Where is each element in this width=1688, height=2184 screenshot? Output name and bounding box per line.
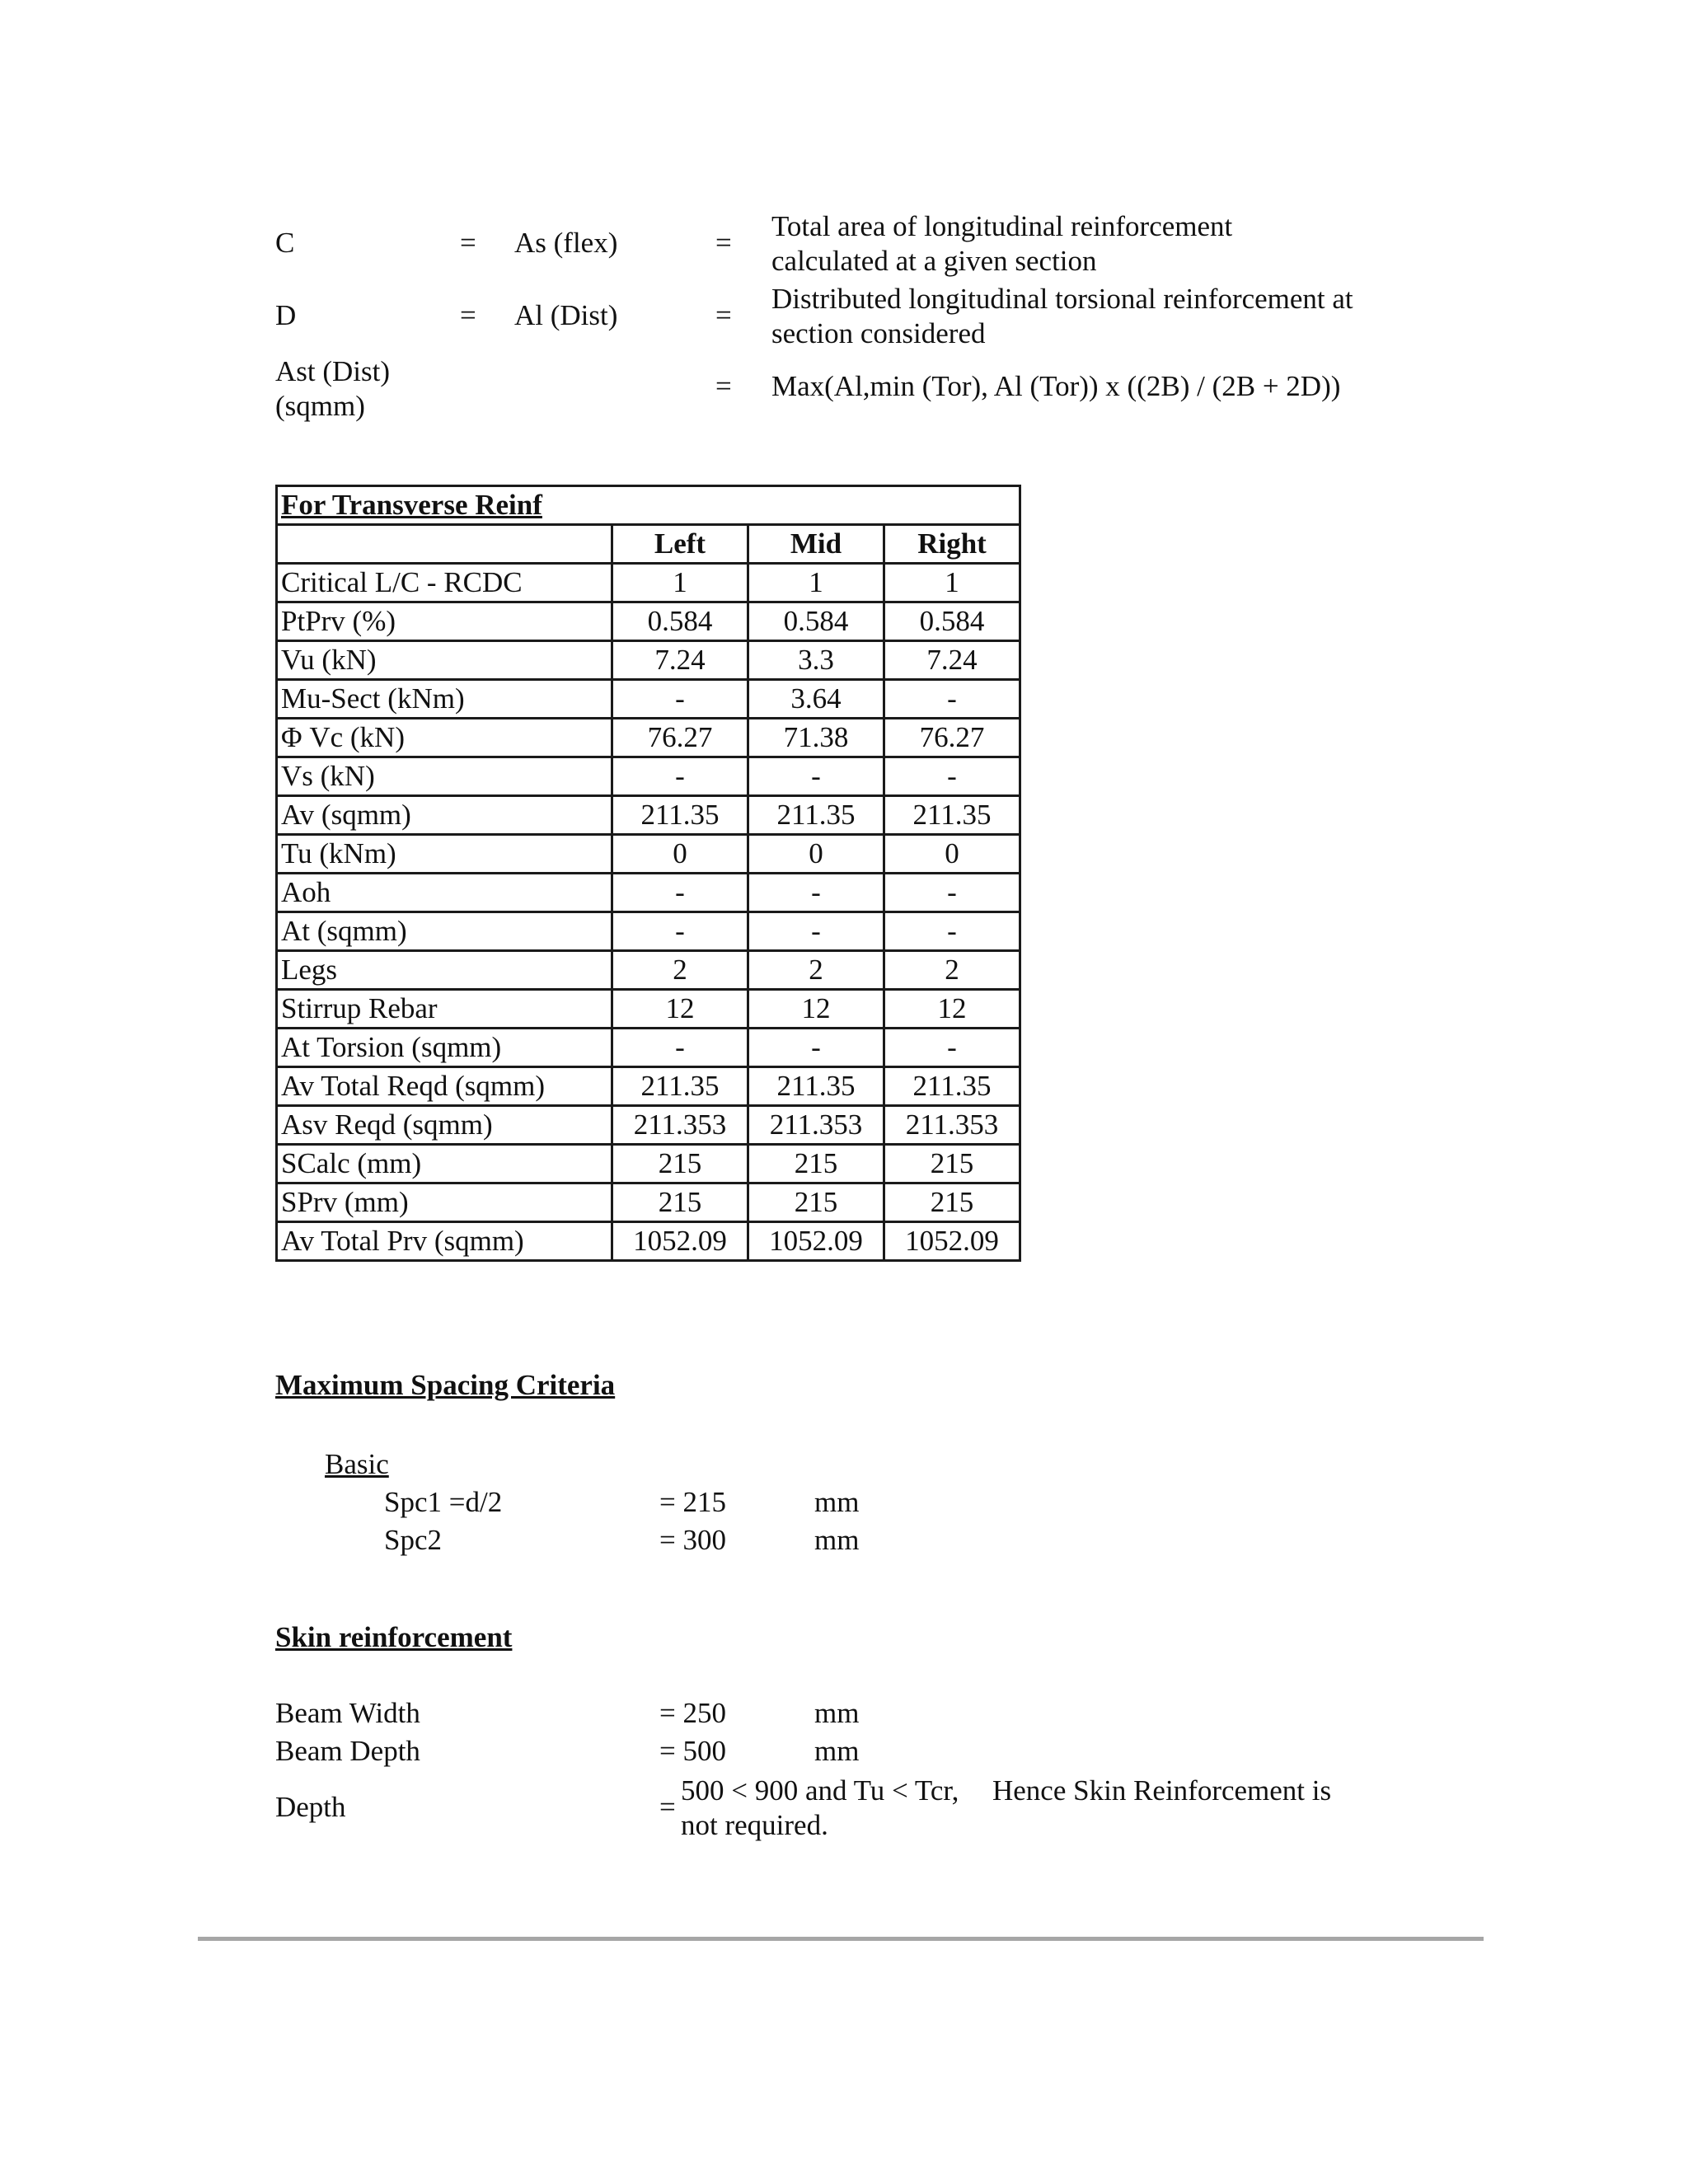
cell-left: 215 — [612, 1183, 748, 1222]
beam-width-label: Beam Width — [275, 1697, 420, 1729]
cell-left: 211.35 — [612, 796, 748, 835]
cell-mid: 211.35 — [748, 796, 884, 835]
table-row — [277, 1106, 1020, 1145]
def-equals: = — [460, 227, 476, 259]
spc1-unit: mm — [814, 1486, 860, 1518]
def-name-al-dist: Al (Dist) — [514, 299, 618, 331]
cell-mid: 71.38 — [748, 719, 884, 757]
table-row — [277, 757, 1020, 796]
table-title-row — [277, 486, 1020, 525]
cell-right: 1052.09 — [884, 1222, 1020, 1261]
cell-mid: 3.3 — [748, 641, 884, 680]
cell-right: 211.35 — [884, 796, 1020, 835]
table-title: For Transverse Reinf — [277, 486, 1020, 525]
cell-left: 0 — [612, 835, 748, 874]
depth-result-line2: not required. — [681, 1809, 828, 1841]
row-label: At Torsion (sqmm) — [277, 1029, 612, 1067]
cell-left: - — [612, 912, 748, 951]
cell-right: 12 — [884, 990, 1020, 1029]
cell-mid: 211.35 — [748, 1067, 884, 1106]
column-header-mid: Mid — [748, 525, 884, 564]
spc1-value: = 215 — [659, 1486, 726, 1518]
table-row — [277, 602, 1020, 641]
def-desc-as-flex: Total area of longitudinal reinforcement calculated at a given section — [771, 210, 1233, 277]
table-row — [277, 564, 1020, 602]
spc2-value: = 300 — [659, 1524, 726, 1556]
spc2-label: Spc2 — [384, 1524, 442, 1556]
cell-mid: 2 — [748, 951, 884, 990]
def-symbol-ast-dist: Ast (Dist) (sqmm) — [275, 355, 391, 422]
depth-equals: = — [659, 1791, 676, 1823]
cell-right: 1 — [884, 564, 1020, 602]
cell-left: 215 — [612, 1145, 748, 1183]
row-label: Aoh — [277, 874, 612, 912]
cell-mid: - — [748, 1029, 884, 1067]
column-header-right: Right — [884, 525, 1020, 564]
table-row — [277, 1029, 1020, 1067]
beam-width-value: = 250 — [659, 1697, 726, 1729]
row-label: SCalc (mm) — [277, 1145, 612, 1183]
max-spacing-heading: Maximum Spacing Criteria — [275, 1369, 616, 1401]
cell-left: 7.24 — [612, 641, 748, 680]
cell-right: 215 — [884, 1145, 1020, 1183]
row-label: Av (sqmm) — [277, 796, 612, 835]
cell-right: 0 — [884, 835, 1020, 874]
beam-depth-value: = 500 — [659, 1735, 726, 1767]
cell-mid: 12 — [748, 990, 884, 1029]
cell-right: - — [884, 912, 1020, 951]
table-row — [277, 641, 1020, 680]
cell-right: 211.35 — [884, 1067, 1020, 1106]
cell-mid: 215 — [748, 1145, 884, 1183]
table-row — [277, 874, 1020, 912]
def-desc-ast-dist: Max(Al,min (Tor), Al (Tor)) x ((2B) / (2B + 2D)) — [771, 370, 1341, 402]
header-blank — [277, 525, 612, 564]
cell-left: 12 — [612, 990, 748, 1029]
table-row — [277, 912, 1020, 951]
cell-left: - — [612, 874, 748, 912]
cell-mid: 0 — [748, 835, 884, 874]
cell-mid: - — [748, 912, 884, 951]
definitions-block — [0, 0, 1688, 445]
table-row — [277, 1183, 1020, 1222]
table-row — [277, 796, 1020, 835]
footer-divider — [198, 1937, 1484, 1941]
row-label: Asv Reqd (sqmm) — [277, 1106, 612, 1145]
cell-right: 211.353 — [884, 1106, 1020, 1145]
cell-right: 76.27 — [884, 719, 1020, 757]
def-equals: = — [715, 370, 732, 402]
table-row — [277, 680, 1020, 719]
table-row — [277, 1145, 1020, 1183]
cell-left: 2 — [612, 951, 748, 990]
cell-right: 7.24 — [884, 641, 1020, 680]
row-label: At (sqmm) — [277, 912, 612, 951]
depth-result-line1: 500 < 900 and Tu < Tcr, — [681, 1774, 959, 1807]
depth-result-conclusion: Hence Skin Reinforcement is — [992, 1774, 1332, 1807]
cell-left: 1 — [612, 564, 748, 602]
depth-label: Depth — [275, 1791, 346, 1823]
cell-right: - — [884, 1029, 1020, 1067]
def-symbol-d: D — [275, 299, 297, 331]
basic-subheading: Basic — [325, 1448, 389, 1480]
cell-right: 215 — [884, 1183, 1020, 1222]
table-row — [277, 835, 1020, 874]
row-label: Critical L/C - RCDC — [277, 564, 612, 602]
def-name-as-flex: As (flex) — [514, 227, 618, 259]
skin-reinf-heading: Skin reinforcement — [275, 1621, 513, 1653]
def-equals: = — [460, 299, 476, 331]
table-row — [277, 719, 1020, 757]
cell-left: 0.584 — [612, 602, 748, 641]
row-label: Φ Vc (kN) — [277, 719, 612, 757]
beam-width-unit: mm — [814, 1697, 860, 1729]
table-row — [277, 951, 1020, 990]
cell-left: 211.353 — [612, 1106, 748, 1145]
def-equals: = — [715, 227, 732, 259]
column-header-left: Left — [612, 525, 748, 564]
cell-mid: - — [748, 874, 884, 912]
spc2-unit: mm — [814, 1524, 860, 1556]
cell-left: 76.27 — [612, 719, 748, 757]
cell-right: - — [884, 757, 1020, 796]
def-equals: = — [715, 299, 732, 331]
table-row — [277, 990, 1020, 1029]
cell-right: 2 — [884, 951, 1020, 990]
cell-mid: 215 — [748, 1183, 884, 1222]
row-label: Vs (kN) — [277, 757, 612, 796]
table-row — [277, 1067, 1020, 1106]
table-row — [277, 1222, 1020, 1261]
cell-mid: - — [748, 757, 884, 796]
cell-right: - — [884, 874, 1020, 912]
def-desc-al-dist: Distributed longitudinal torsional reinforcement at section considered — [771, 283, 1353, 349]
def-symbol-c: C — [275, 227, 295, 259]
spc1-label: Spc1 =d/2 — [384, 1486, 503, 1518]
cell-left: - — [612, 1029, 748, 1067]
cell-right: - — [884, 680, 1020, 719]
cell-mid: 211.353 — [748, 1106, 884, 1145]
row-label: Stirrup Rebar — [277, 990, 612, 1029]
cell-right: 0.584 — [884, 602, 1020, 641]
beam-depth-unit: mm — [814, 1735, 860, 1767]
cell-left: - — [612, 757, 748, 796]
beam-depth-label: Beam Depth — [275, 1735, 420, 1767]
cell-mid: 1052.09 — [748, 1222, 884, 1261]
row-label: SPrv (mm) — [277, 1183, 612, 1222]
row-label: PtPrv (%) — [277, 602, 612, 641]
row-label: Av Total Reqd (sqmm) — [277, 1067, 612, 1106]
row-label: Mu-Sect (kNm) — [277, 680, 612, 719]
cell-mid: 3.64 — [748, 680, 884, 719]
cell-left: - — [612, 680, 748, 719]
row-label: Tu (kNm) — [277, 835, 612, 874]
cell-mid: 1 — [748, 564, 884, 602]
row-label: Legs — [277, 951, 612, 990]
cell-left: 211.35 — [612, 1067, 748, 1106]
cell-mid: 0.584 — [748, 602, 884, 641]
cell-left: 1052.09 — [612, 1222, 748, 1261]
row-label: Vu (kN) — [277, 641, 612, 680]
transverse-reinf-table — [275, 485, 1021, 1262]
table-header-row — [277, 525, 1020, 564]
row-label: Av Total Prv (sqmm) — [277, 1222, 612, 1261]
